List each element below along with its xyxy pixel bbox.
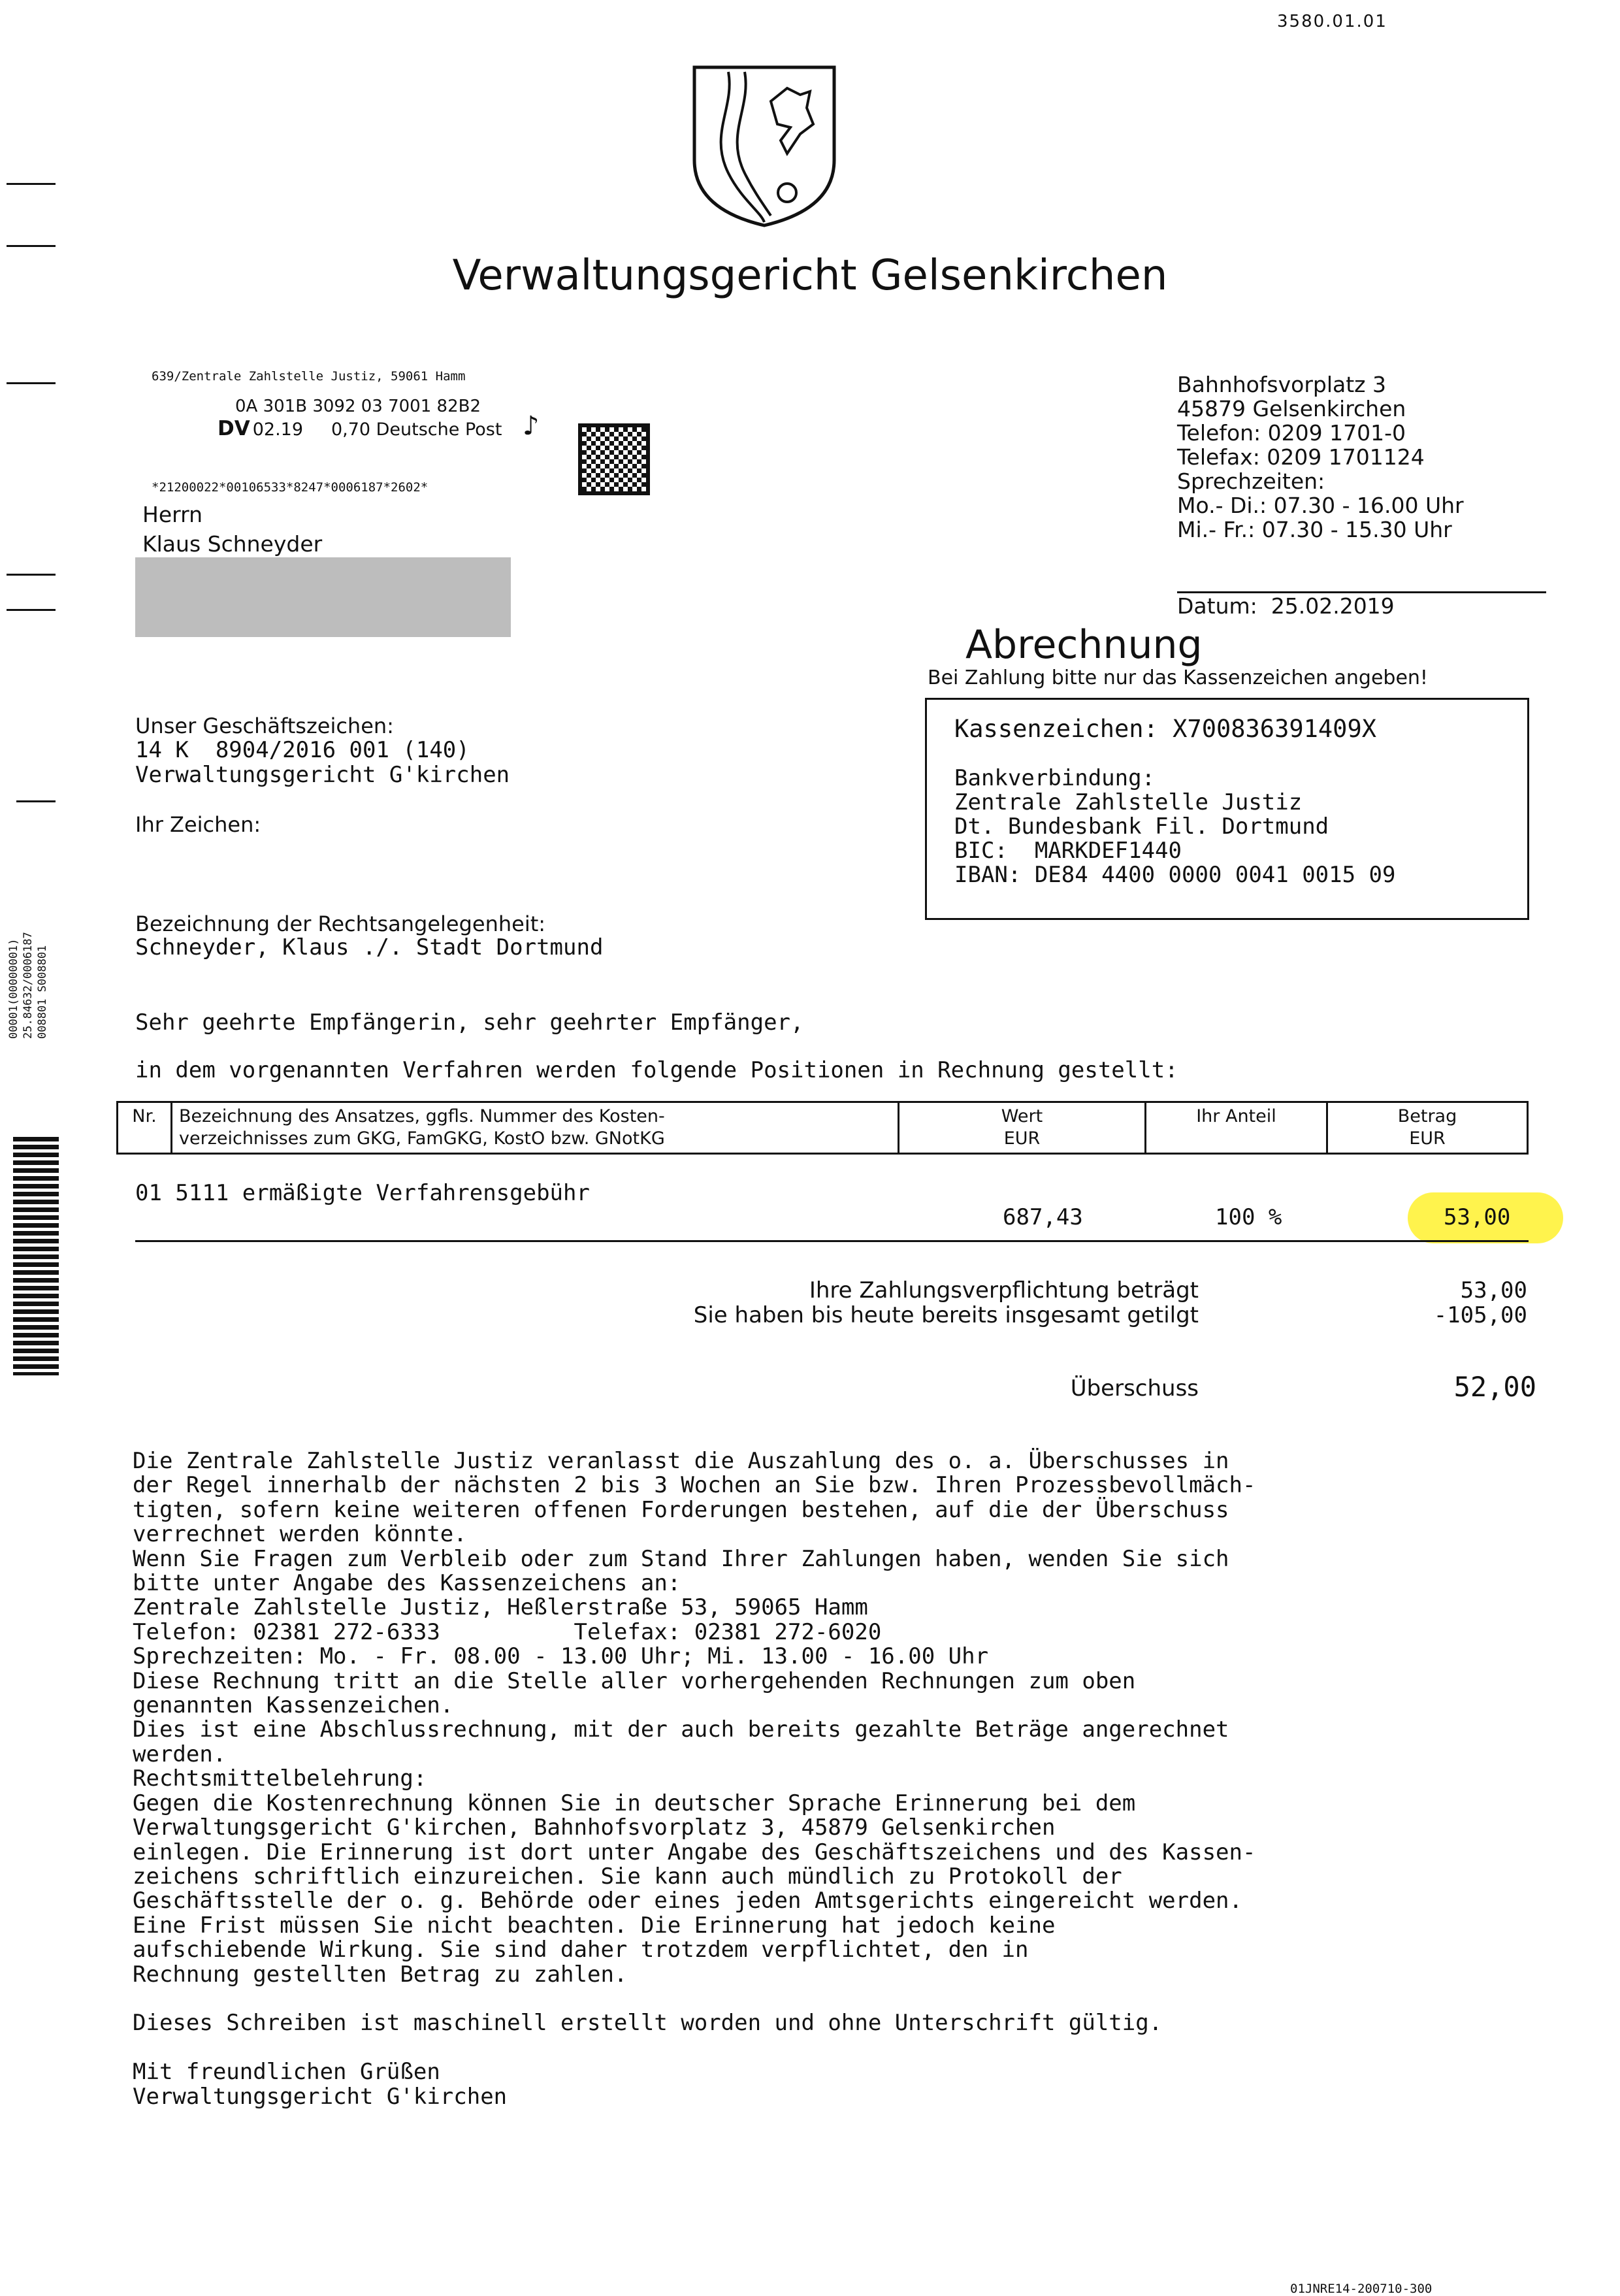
fold-mark bbox=[7, 245, 56, 247]
payment-obligation-value: 53,00 bbox=[1460, 1277, 1527, 1304]
fold-mark bbox=[7, 382, 56, 384]
table-divider bbox=[135, 1240, 1529, 1242]
court-address bbox=[1177, 372, 1464, 542]
table-header-row bbox=[118, 1102, 1528, 1154]
redacted-address bbox=[135, 557, 511, 637]
surplus-value: 52,00 bbox=[1453, 1371, 1536, 1403]
your-reference-label: Ihr Zeichen: bbox=[135, 812, 261, 837]
fold-mark bbox=[7, 609, 56, 611]
address-line: Mo.- Di.: 07.30 - 16.00 Uhr bbox=[1177, 493, 1464, 518]
bank-line: Bankverbindung: bbox=[954, 765, 1156, 791]
paid-value: -105,00 bbox=[1433, 1302, 1527, 1328]
header-nr: Nr. bbox=[118, 1102, 172, 1154]
recipient-name: Klaus Schneyder bbox=[142, 531, 323, 557]
matter: Schneyder, Klaus ./. Stadt Dortmund bbox=[135, 934, 604, 960]
postal-barcode-text: *21200022*00106533*8247*0006187*2602* bbox=[152, 480, 429, 495]
fold-mark bbox=[7, 574, 56, 576]
header-description: Bezeichnung des Ansatzes, ggfls. Nummer des Kosten- verzeichnisses zum GKG, FamGKG, KostO bzw. GNotKG bbox=[172, 1102, 899, 1154]
coat-of-arms-icon bbox=[689, 62, 839, 229]
surplus-label: Überschuss bbox=[1070, 1375, 1199, 1402]
matter-label: Bezeichnung der Rechtsangelegenheit: bbox=[135, 911, 546, 936]
address-line: Telefon: 0209 1701-0 bbox=[1177, 420, 1406, 446]
datamatrix-code bbox=[578, 423, 650, 495]
position-betrag: 53,00 bbox=[1444, 1204, 1511, 1230]
recipient-salutation: Herrn bbox=[142, 502, 203, 527]
post-horn-icon: ♪ bbox=[523, 411, 540, 441]
position-description: 01 5111 ermäßigte Verfahrensgebühr bbox=[135, 1180, 590, 1206]
position-anteil: 100 % bbox=[1215, 1204, 1282, 1230]
bank-line: Dt. Bundesbank Fil. Dortmund bbox=[954, 813, 1329, 840]
our-reference: 14 K 8904/2016 001 (140) bbox=[135, 737, 470, 763]
address-line: Telefax: 0209 1701124 bbox=[1177, 444, 1425, 470]
payment-note: Bei Zahlung bitte nur das Kassenzeichen angeben! bbox=[928, 666, 1428, 689]
court-name: Verwaltungsgericht Gelsenkirchen bbox=[452, 252, 1168, 300]
document-reference-number: 3580.01.01 bbox=[1277, 12, 1387, 31]
bank-bic: BIC: MARKDEF1440 bbox=[954, 838, 1182, 864]
address-line: Bahnhofsvorplatz 3 bbox=[1177, 372, 1386, 397]
side-print-code: 00001(00000001) 25.84632/0006187 008801 S008801 bbox=[7, 932, 49, 1039]
header-anteil: Ihr Anteil bbox=[1146, 1102, 1327, 1154]
address-line: 45879 Gelsenkirchen bbox=[1177, 396, 1406, 421]
paid-label: Sie haben bis heute bereits insgesamt getilgt bbox=[693, 1302, 1199, 1328]
document-title: Abrechnung bbox=[965, 622, 1203, 668]
fold-mark bbox=[16, 800, 56, 802]
payment-obligation-label: Ihre Zahlungsverpflichtung beträgt bbox=[809, 1277, 1199, 1304]
address-line: Mi.- Fr.: 07.30 - 15.30 Uhr bbox=[1177, 517, 1452, 542]
greeting: Sehr geehrte Empfängerin, sehr geehrter Empfänger, bbox=[135, 1009, 804, 1036]
fold-mark bbox=[7, 183, 56, 185]
header-betrag: Betrag EUR bbox=[1327, 1102, 1528, 1154]
body-text: Die Zentrale Zahlstelle Justiz veranlasst die Auszahlung des o. a. Überschusses in der Regel innerhalb der nächsten 2 bis 3 Wochen an Sie bzw. Ihren Prozessbevollmäch- tigten, sofern keine weiteren offenen Forderungen bestehen, auf die der Überschuss verrechnet werden könnte. Wenn Sie Fragen zum Verbleib oder zum Stand Ihrer Zahlungen haben, wenden Sie sich bitte unter Angabe des Kassenzeichens an: Zentrale Zahlstelle Justiz, Heßlerstraße 53, 59065 Hamm Telefon: 02381 272-6333 Telefax: 02381 272-6020 Sprechzeiten: Mo. - Fr. 08.00 - 13.00 Uhr; Mi. 13.00 - 16.00 Uhr Diese Rechnung tritt an die Stelle aller vorhergehenden Rechnungen zum oben genannten Kassenzeichen. Dies ist eine Abschlussrechnung, mit der auch bereits gezahlte Beträge angerechnet werden. Rechtsmittelbelehrung: Gegen die Kostenrechnung können Sie in deutscher Sprache Erinnerung bei dem Verwaltungsgericht G'kirchen, Bahnhofsvorplatz 3, 45879 Gelsenkirchen einlegen. Die Erinnerung ist dort unter Angabe des Geschäftszeichens und des Kassen- zeichens schriftlich einzureichen. Sie kann auch mündlich zu Protokoll der Geschäftsstelle der o. g. Behörde oder eines jeden Amtsgerichts eingereicht werden. Eine Frist müssen Sie nicht beachten. Die Erinnerung hat jedoch keine aufschiebende Wirkung. Sie sind daher trotzdem verpflichtet, den in Rechnung gestellten Betrag zu zahlen. Dieses Schreiben ist maschinell erstellt worden und ohne Unterschrift gültig. Mit freundlichen Grüßen Verwaltungsgericht G'kirchen bbox=[133, 1448, 1256, 2110]
franking-code: 0A 301B 3092 03 7001 82B2 bbox=[235, 397, 481, 416]
header-wert: Wert EUR bbox=[899, 1102, 1146, 1154]
our-reference-court: Verwaltungsgericht G'kirchen bbox=[135, 762, 510, 788]
sender-line: 639/Zentrale Zahlstelle Justiz, 59061 Hamm bbox=[152, 369, 466, 384]
recipient-block bbox=[142, 500, 322, 559]
our-reference-label: Unser Geschäftszeichen: bbox=[135, 713, 394, 738]
bank-line: Zentrale Zahlstelle Justiz bbox=[954, 789, 1303, 815]
side-barcode bbox=[13, 1137, 59, 1375]
document-date: Datum: 25.02.2019 bbox=[1177, 593, 1395, 619]
bank-details-box bbox=[925, 698, 1529, 920]
kassenzeichen: Kassenzeichen: X700836391409X bbox=[954, 715, 1377, 743]
position-wert: 687,43 bbox=[1003, 1204, 1083, 1230]
intro-text: in dem vorgenannten Verfahren werden folgende Positionen in Rechnung gestellt: bbox=[135, 1057, 1178, 1083]
address-line: Sprechzeiten: bbox=[1177, 468, 1325, 494]
franking-line: 02.19 0,70 Deutsche Post bbox=[252, 419, 502, 440]
bank-iban: IBAN: DE84 4400 0000 0041 0015 09 bbox=[954, 862, 1396, 888]
positions-table bbox=[116, 1101, 1529, 1155]
footer-code: 01JNRE14-200710-300 bbox=[1290, 2282, 1433, 2296]
dv-label: DV bbox=[218, 417, 250, 440]
franking-stamp bbox=[218, 417, 502, 440]
